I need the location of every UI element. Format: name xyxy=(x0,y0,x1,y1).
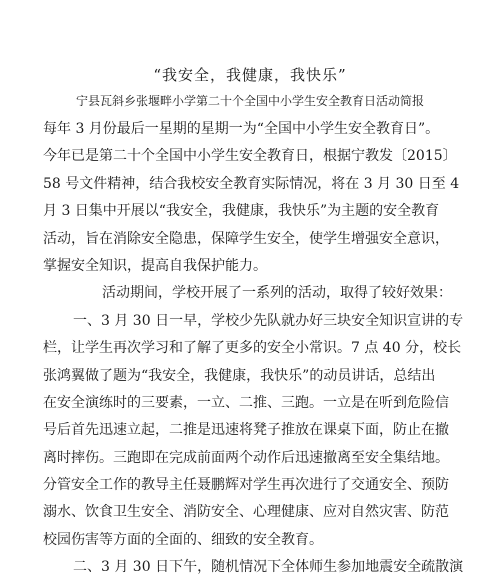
body-line-17: 二、3 月 30 日下午，随机情况下全体师生参加地震安全疏散演 xyxy=(73,559,464,576)
document-body xyxy=(0,119,500,585)
body-line-12: 号后首先迅速立起，二推是迅速将凳子推放在课桌下面，防止在撤 xyxy=(43,422,449,439)
body-line-14: 分管安全工作的教导主任聂鹏辉对学生再次进行了交通安全、预防 xyxy=(43,477,449,494)
body-line-3: 58 号文件精神，结合我校安全教育实际情况，将在 3 月 30 日至 4 xyxy=(43,175,460,192)
body-line-10: 张鸿翼做了题为“我安全，我健康，我快乐”的动员讲话，总结出 xyxy=(43,367,436,384)
body-line-4: 月 3 日集中开展以“我安全，我健康，我快乐”为主题的安全教育 xyxy=(43,203,440,220)
body-line-9: 栏，让学生再次学习和了解了更多的安全小常识。7 点 40 分，校长 xyxy=(43,340,462,357)
document-title: “我安全，我健康，我快乐” xyxy=(153,66,347,84)
body-line-1: 每年 3 月份最后一星期的星期一为“全国中小学生安全教育日”。 xyxy=(43,121,440,137)
body-line-11: 在安全演练时的三要素，一立、二推、三跑。一立是在听到危险信 xyxy=(43,394,449,411)
body-line-7: 活动期间，学校开展了一系列的活动，取得了较好效果： xyxy=(102,285,452,302)
body-line-5: 活动，旨在消除安全隐患，保障学生安全，使学生增强安全意识， xyxy=(43,230,449,247)
body-line-6: 掌握安全知识，提高自我保护能力。 xyxy=(43,257,267,274)
body-line-15: 溺水、饮食卫生安全、消防安全、心理健康、应对自然灾害、防范 xyxy=(43,504,449,521)
body-line-2: 今年已是第二十个全国中小学生安全教育日，根据宁教发〔2015〕 xyxy=(43,148,457,165)
body-line-13: 离时摔伤。三跑即在完成前面两个动作后迅速撤离至安全集结地。 xyxy=(43,449,449,466)
body-line-8: 一、3 月 30 日一早，学校少先队就办好三块安全知识宣讲的专 xyxy=(73,312,464,329)
document-subtitle: 宁县瓦斜乡张堰畔小学第二十个全国中小学生安全教育日活动简报 xyxy=(75,94,424,108)
body-line-16: 校园伤害等方面的全面的、细致的安全教育。 xyxy=(43,531,323,548)
